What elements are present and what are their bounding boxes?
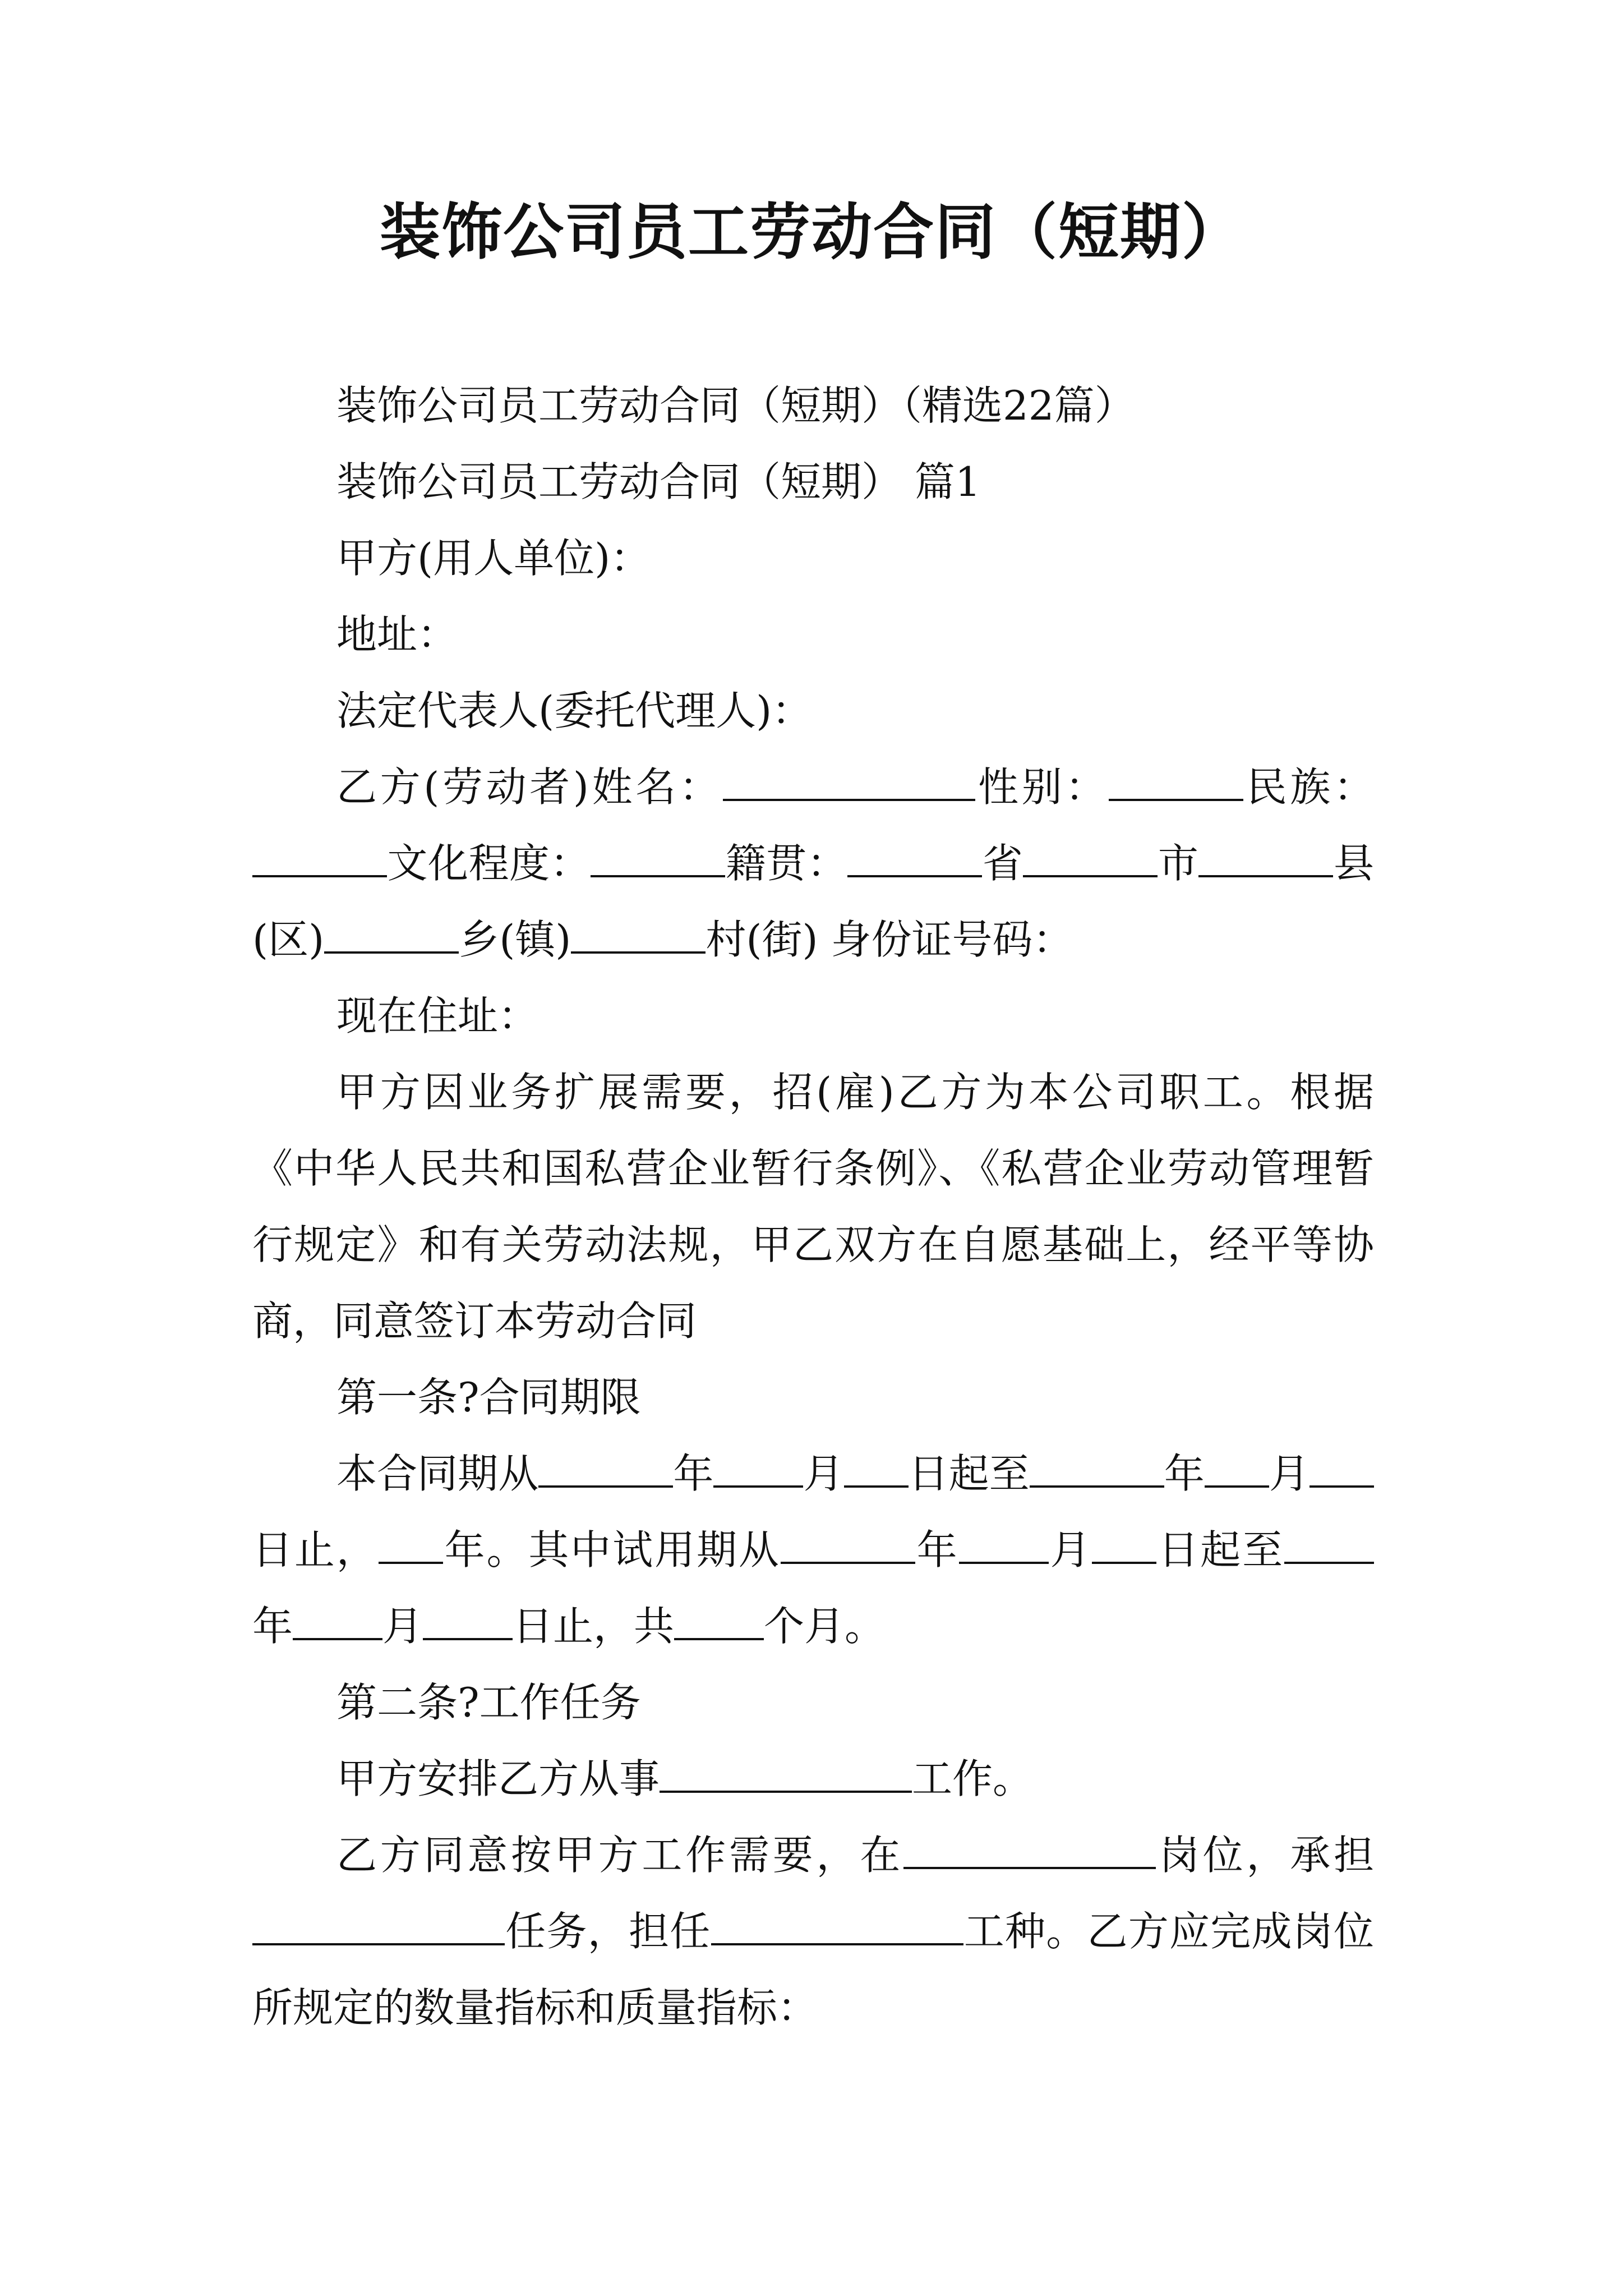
day-to-text: 日起至 [1156, 1526, 1284, 1573]
article-1-heading: 第一条?合同期限 [336, 1374, 641, 1421]
term-years-blank [379, 1526, 443, 1564]
trade-blank [711, 1907, 963, 1945]
name-label: 乙方(劳动者)姓名： [336, 763, 723, 811]
gender-label: 性别： [975, 763, 1109, 811]
year-unit: 年 [915, 1526, 959, 1573]
total-text: 日止，共 [513, 1603, 675, 1650]
article-2-heading: 第二条?工作任务 [336, 1679, 641, 1726]
document-title: 装饰公司员工劳动合同（短期） [379, 197, 1243, 268]
task-blank [252, 1907, 505, 1945]
township-blank [324, 915, 459, 954]
province-label: 省 [982, 840, 1023, 887]
trial-months-blank [674, 1602, 764, 1640]
year-unit: 年 [673, 1450, 714, 1497]
month-unit: 月 [1269, 1450, 1310, 1497]
preamble-paragraph: 甲方因业务扩展需要，招(雇)乙方为本公司职工。根据《中华人民共和国私营企业暂行条例》、《私营企业劳动管理暂行规定》和有关劳动法规，甲乙双方在自愿基础上，经平等协商，同意签订本劳动合同 [252, 1069, 1374, 1345]
post-blank [903, 1831, 1156, 1869]
trial-from-text: 年。其中试用期从 [442, 1526, 781, 1573]
address-line: 地址： [336, 611, 458, 658]
job-assignment-paragraph [252, 1741, 1374, 1817]
education-blank [591, 839, 725, 877]
contract-term-paragraph [252, 1435, 1374, 1664]
province-blank [847, 839, 982, 877]
day-end-text: 日止， [252, 1526, 379, 1573]
task-text: 任务，担任 [505, 1908, 711, 1955]
trial-end-day-blank [423, 1602, 513, 1640]
end-year-blank [1030, 1450, 1164, 1488]
start-day-blank [844, 1450, 909, 1488]
job-blank [660, 1755, 912, 1793]
post-text: 岗位，承担 [1156, 1832, 1374, 1879]
education-label: 文化程度： [387, 840, 591, 887]
trial-start-day-blank [1092, 1526, 1156, 1564]
end-day-blank [1310, 1450, 1374, 1488]
day-to-text: 日起至 [908, 1450, 1030, 1497]
month-unit: 月 [382, 1603, 423, 1650]
term-text-from: 本合同期从 [336, 1450, 539, 1497]
trial-end-month-blank [293, 1602, 382, 1640]
job-text-end: 工作。 [912, 1755, 1034, 1802]
township-label: 乡(镇) [459, 916, 571, 963]
document-body [252, 367, 1374, 2046]
post-duty-paragraph [252, 1817, 1374, 2046]
city-label: 市 [1158, 840, 1199, 887]
gender-blank [1109, 763, 1243, 801]
trial-start-month-blank [959, 1526, 1049, 1564]
village-blank [571, 915, 706, 954]
county-label: 县(区) [252, 840, 1374, 963]
months-text: 个月。 [764, 1603, 886, 1650]
chapter-heading: 装饰公司员工劳动合同（短期） 篇1 [336, 458, 981, 505]
legal-rep-line: 法定代表人(委托代理人)： [336, 687, 813, 734]
village-label: 村(街) [706, 916, 818, 963]
current-address-line: 现在住址： [336, 992, 539, 1039]
subtitle: 装饰公司员工劳动合同（短期）（精选22篇） [336, 382, 1135, 429]
trial-start-year-blank [781, 1526, 915, 1564]
name-blank [723, 763, 975, 801]
job-text-start: 甲方安排乙方从事 [336, 1755, 660, 1802]
end-month-blank [1205, 1450, 1269, 1488]
party-b-info [252, 749, 1374, 978]
trade-text: 工种。乙方应完成岗位所规定的数量指标和质量指标： [252, 1908, 1374, 2031]
id-number-label: 身份证号码： [818, 916, 1073, 963]
ethnicity-label: 民族： [1243, 763, 1374, 811]
year-unit: 年 [252, 1603, 293, 1650]
trial-end-year-blank [1284, 1526, 1374, 1564]
county-blank [1198, 839, 1333, 877]
party-a-line: 甲方(用人单位)： [336, 535, 651, 582]
year-unit: 年 [1164, 1450, 1205, 1497]
city-blank [1023, 839, 1158, 877]
ethnicity-blank [252, 839, 387, 877]
start-year-blank [538, 1450, 673, 1488]
start-month-blank [713, 1450, 803, 1488]
month-unit: 月 [803, 1450, 844, 1497]
native-place-label: 籍贯： [725, 840, 848, 887]
post-text-start: 乙方同意按甲方工作需要，在 [336, 1832, 904, 1879]
month-unit: 月 [1048, 1526, 1092, 1573]
